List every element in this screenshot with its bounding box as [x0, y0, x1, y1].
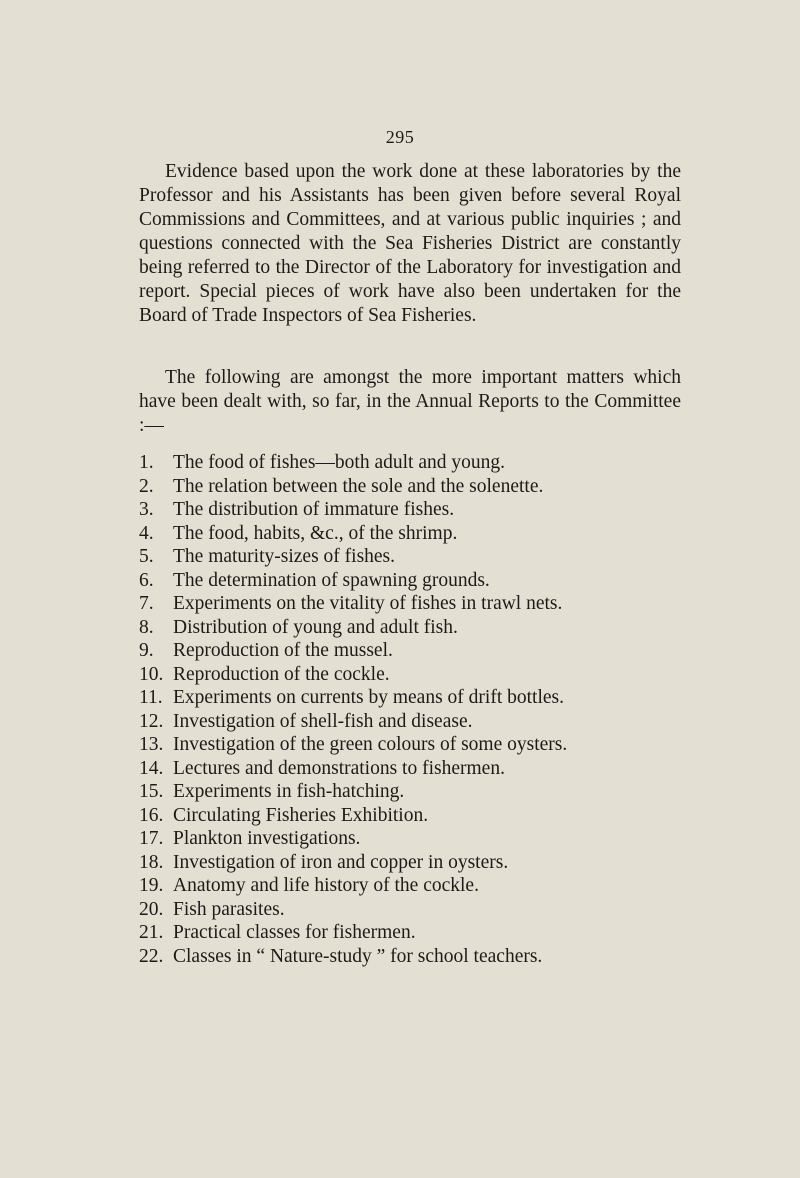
list-item-text: The distribution of immature fishes. [173, 499, 455, 520]
list-item-text: Investigation of iron and copper in oysters. [173, 851, 509, 873]
list-item-number: 4. [139, 522, 154, 544]
list-item-number: 22. [139, 945, 164, 967]
list-item-number: 1. [139, 452, 154, 473]
list-item-number: 8. [139, 616, 154, 638]
list-item [139, 451, 699, 475]
list-item [139, 616, 699, 640]
list-item [139, 733, 699, 757]
evidence-paragraph: Evidence based upon the work done at these laboratories by the Professor and his Assistants has been given before several Royal Commissions and Committees, and at various public inquiries ; and questions connected with the Sea Fisheries District are constantly being referred to the Director of the Laboratory for investigation and report. Special pieces of work have also been undertaken for the Board of Trade Inspectors of Sea Fisheries. [139, 161, 681, 326]
list-item [139, 780, 699, 804]
list-item [139, 592, 699, 616]
list-item-number: 21. [139, 922, 164, 943]
list-item [139, 639, 699, 663]
list-item [139, 663, 699, 687]
list-item [139, 569, 699, 593]
list-item-number: 9. [139, 640, 154, 661]
list-item [139, 851, 699, 875]
list-item [139, 757, 699, 781]
list-item-text: Investigation of the green colours of some oysters. [173, 734, 568, 755]
list-item [139, 545, 699, 569]
list-item-number: 14. [139, 757, 164, 779]
list-item-number: 7. [139, 593, 154, 614]
list-item [139, 498, 699, 522]
list-item-text: Experiments on the vitality of fishes in trawl nets. [173, 593, 563, 614]
list-item [139, 827, 699, 851]
list-item-number: 20. [139, 898, 164, 920]
topics-list [139, 451, 699, 968]
list-item [139, 522, 699, 546]
list-item-text: Reproduction of the cockle. [173, 663, 390, 685]
list-item [139, 475, 699, 499]
list-item-number: 2. [139, 475, 154, 497]
list-item-number: 13. [139, 734, 164, 755]
list-item [139, 874, 699, 898]
list-item [139, 945, 699, 969]
list-item-number: 10. [139, 663, 164, 685]
list-item-text: Anatomy and life history of the cockle. [173, 875, 479, 896]
list-item-number: 15. [139, 781, 164, 802]
list-item-text: The relation between the sole and the solenette. [173, 475, 544, 497]
list-item-text: The maturity-sizes of fishes. [173, 546, 396, 567]
list-item-number: 18. [139, 851, 164, 873]
list-item-text: The food of fishes—both adult and young. [173, 452, 505, 473]
list-item [139, 686, 699, 710]
list-item-text: Fish parasites. [173, 898, 285, 920]
list-item-text: Classes in “ Nature-study ” for school teachers. [173, 945, 543, 967]
list-item [139, 898, 699, 922]
list-item-text: Lectures and demonstrations to fishermen. [173, 757, 505, 779]
list-item-text: The food, habits, &c., of the shrimp. [173, 522, 458, 544]
list-intro-paragraph: The following are amongst the more important matters which have been dealt with, so far, in the Annual Reports to the Committee :— [139, 367, 681, 436]
list-item-text: Investigation of shell-fish and disease. [173, 710, 473, 732]
list-item-text: The determination of spawning grounds. [173, 569, 490, 591]
list-item-number: 19. [139, 875, 164, 896]
list-item-text: Distribution of young and adult fish. [173, 616, 458, 638]
list-item-number: 12. [139, 710, 164, 732]
page-number: 295 [385, 127, 415, 147]
list-item-text: Experiments on currents by means of drift bottles. [173, 687, 564, 708]
list-item-number: 11. [139, 687, 163, 708]
list-item-text: Experiments in fish-hatching. [173, 781, 405, 802]
list-item [139, 804, 699, 828]
list-item-text: Practical classes for fishermen. [173, 922, 416, 943]
list-item-number: 16. [139, 804, 164, 826]
list-item [139, 710, 699, 734]
list-item-number: 3. [139, 499, 154, 520]
list-item-number: 5. [139, 546, 154, 567]
list-item-text: Circulating Fisheries Exhibition. [173, 804, 429, 826]
list-item-number: 17. [139, 828, 164, 849]
list-item-text: Plankton investigations. [173, 828, 361, 849]
list-item-number: 6. [139, 569, 154, 591]
list-item-text: Reproduction of the mussel. [173, 640, 393, 661]
list-item [139, 921, 699, 945]
